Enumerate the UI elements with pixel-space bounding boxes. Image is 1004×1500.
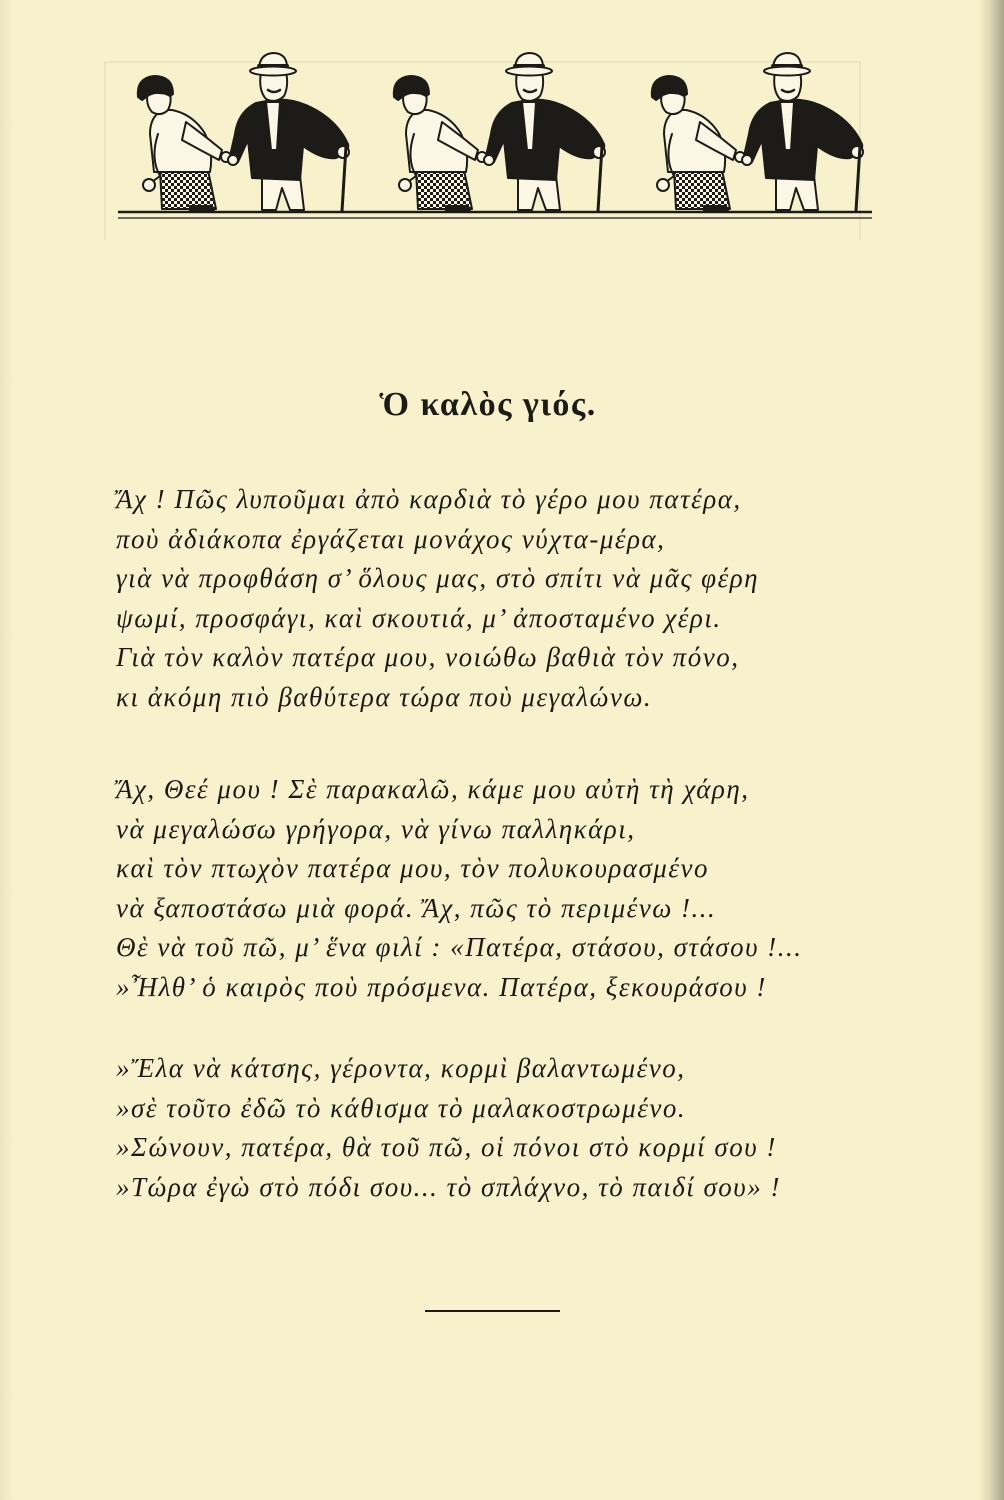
poem-line: Γιὰ τὸν καλὸν πατέρα μου, νοιώθω βαθιὰ τὸν πόνο, (116, 642, 740, 672)
poem-line: Ἄχ, Θεέ μου ! Σὲ παρακαλῶ, κάμε μου αὐτὴ τὴ χάρη, (116, 774, 750, 804)
poem-line: »Ἔλα νὰ κάτσης, γέροντα, κορμὶ βαλαντωμένο, (116, 1053, 686, 1083)
poem-line: »σὲ τοῦτο ἐδῶ τὸ κάθισμα τὸ μαλακοστρωμένο. (116, 1092, 687, 1123)
stanza-1 (116, 480, 986, 717)
poem-line: καὶ τὸν πτωχὸν πατέρα μου, τὸν πολυκουρασμένο (116, 853, 709, 883)
poem-line: κι ἀκόμη πιὸ βαθύτερα τώρα ποὺ μεγαλώνω. (116, 681, 653, 712)
figure-pair-1 (138, 53, 349, 211)
poem-title: Ὁ καλὸς γιός. (379, 386, 597, 423)
header-illustration (0, 0, 1004, 240)
poem-line: »Ἦλθ’ ὁ καιρὸς ποὺ πρόσμενα. Πατέρα, ξεκουράσου ! (116, 971, 767, 1002)
poem-line: »Σώνουν, πατέρα, θὰ τοῦ πῶ, οἱ πόνοι στὸ κορμί σου ! (116, 1132, 777, 1162)
poem-line: γιὰ νὰ προφθάση σ’ ὅλους μας, στὸ σπίτι νὰ μᾶς φέρη (116, 563, 760, 593)
poem-line: νὰ μεγαλώσω γρήγορα, νὰ γίνω παλληκάρι, (116, 813, 636, 844)
poem-line: Ἄχ ! Πῶς λυποῦμαι ἀπὸ καρδιὰ τὸ γέρο μου πατέρα, (116, 484, 742, 514)
figure-pair-3 (652, 53, 863, 211)
poem-line: νὰ ξαποστάσω μιὰ φορά. Ἄχ, πῶς τὸ περιμένω !... (116, 892, 717, 923)
stanza-2 (116, 770, 986, 1007)
figure-pair-2 (394, 53, 605, 211)
poem-line: Θὲ νὰ τοῦ πῶ, μ’ ἕνα φιλί : «Πατέρα, στάσου, στάσου !... (116, 932, 803, 962)
poem-line: ψωμί, προσφάγι, καὶ σκουτιά, μ’ ἀποσταμένο χέρι. (116, 602, 722, 633)
stanza-3 (116, 1049, 986, 1207)
poem-line: ποὺ ἀδιάκοπα ἐργάζεται μονάχος νύχτα-μέρα, (116, 523, 666, 554)
poem-line: »Τώρα ἐγὼ στὸ πόδι σου... τὸ σπλάχνο, τὸ παιδί σου» ! (116, 1171, 781, 1202)
end-rule (425, 1310, 560, 1312)
